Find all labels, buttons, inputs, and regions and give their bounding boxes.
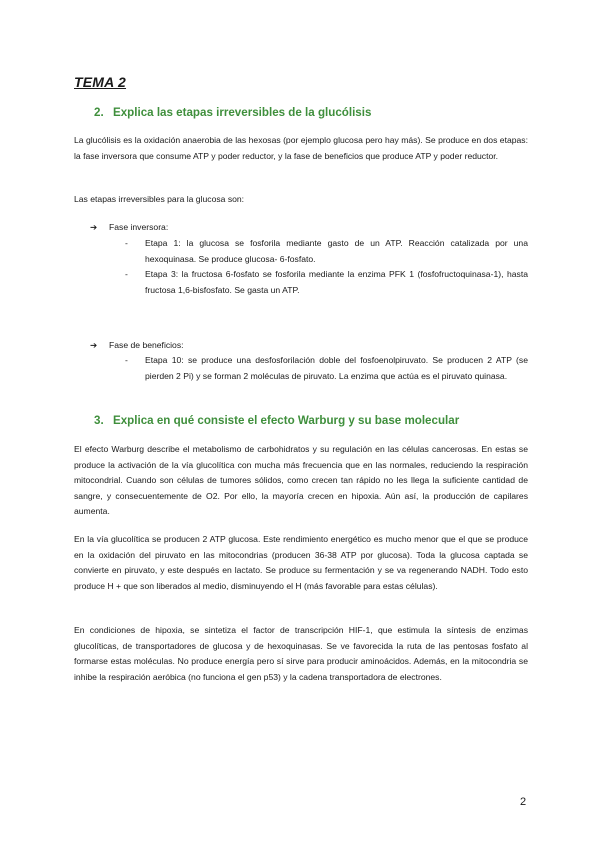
arrow-right-icon: ➔ bbox=[90, 222, 98, 232]
section-2-heading-text: Explica las etapas irreversibles de la glucólisis bbox=[113, 106, 372, 119]
list-item-text: Etapa 3: la fructosa 6-fosfato se fosforila mediante la enzima PFK 1 (fosfofructoquinasa-1), hasta fructosa 1,6-bisfosfato. Se gasta un ATP. bbox=[145, 269, 528, 295]
page-number: 2 bbox=[520, 796, 527, 808]
phase-beneficios-list bbox=[122, 353, 528, 384]
section-3-heading-text: Explica en qué consiste el efecto Warburg y su base molecular bbox=[113, 414, 460, 427]
section-3-paragraph-3: En condiciones de hipoxia, se sintetiza el factor de transcripción HIF-1, que estimula la síntesis de enzimas glucolíticas, de transportadores de glucosa y de hexoquinasas. Se ve favorecida la ruta de las pentosas fosfato al formarse estas moléculas. No produce energía pero sí sirve para producir aminoácidos. Además, en la mitocondria se inhibe la respiración aeróbica (no funciona el gen p53) y la cadena transportadora de electrones. bbox=[74, 625, 528, 682]
phase-label-text: Fase inversora: bbox=[109, 222, 169, 232]
phase-inversora-list bbox=[122, 236, 528, 298]
list-item bbox=[122, 267, 528, 298]
list-item bbox=[122, 236, 528, 267]
section-3-number: 3. bbox=[94, 414, 104, 427]
dash-bullet-icon: - bbox=[125, 269, 128, 280]
section-3-paragraph-2: En la vía glucolítica se producen 2 ATP glucosa. Este rendimiento energético es mucho menor que el que se produce en la oxidación del piruvato en las mitocondrias (producen 36-38 ATP por glucosa). Toda la glucosa captada se convierte en piruvato, y este después en lactato. Se produce su fermentación y se va regenerando NADH. Todo esto produce H + que son liberados al medio, disminuyendo el H (más favorable para estas células). bbox=[74, 534, 528, 591]
list-item-text: Etapa 10: se produce una desfosforilación doble del fosfoenolpiruvato. Se producen 2 ATP (se pierden 2 Pi) y se forman 2 moléculas de piruvato. La enzima que actúa es el piruvato quinasa. bbox=[145, 355, 528, 381]
section-3-paragraph-1: El efecto Warburg describe el metabolismo de carbohidratos y su regulación en las células cancerosas. En estas se produce la activación de la vía glucolítica con mucha más frecuencia que en las normales, reduciendo la respiración mitocondrial. Cuando son células de tumores sólidos, como crecen tan rápido no les llega la suficiente cantidad de sangre, y consecuentemente de O2. Por ello, la mayoría crecen en hipoxia. Aún así, la producción de capilares aumenta. bbox=[74, 444, 528, 517]
section-2-number: 2. bbox=[94, 106, 104, 119]
phase-inversora-label bbox=[90, 220, 168, 236]
section-3-heading bbox=[94, 414, 459, 427]
phase-label-text: Fase de beneficios: bbox=[109, 340, 184, 350]
phase-beneficios-label bbox=[90, 338, 184, 354]
list-item-text: Etapa 1: la glucosa se fosforila mediante gasto de un ATP. Reacción catalizada por una hexoquinasa. Se produce glucosa- 6-fosfato. bbox=[145, 238, 528, 264]
section-2-intro: La glucólisis es la oxidación anaerobia de las hexosas (por ejemplo glucosa pero hay más). Se produce en dos etapas: la fase inversora que consume ATP y poder reductor, y la fase de beneficios que produce ATP y poder reductor. bbox=[74, 135, 528, 161]
page-title: TEMA 2 bbox=[74, 74, 127, 90]
section-2-heading bbox=[94, 106, 371, 119]
section-2-lead: Las etapas irreversibles para la glucosa son: bbox=[74, 194, 245, 204]
dash-bullet-icon: - bbox=[125, 238, 128, 248]
list-item bbox=[122, 353, 528, 384]
arrow-right-icon: ➔ bbox=[90, 340, 98, 350]
dash-bullet-icon: - bbox=[125, 355, 128, 365]
